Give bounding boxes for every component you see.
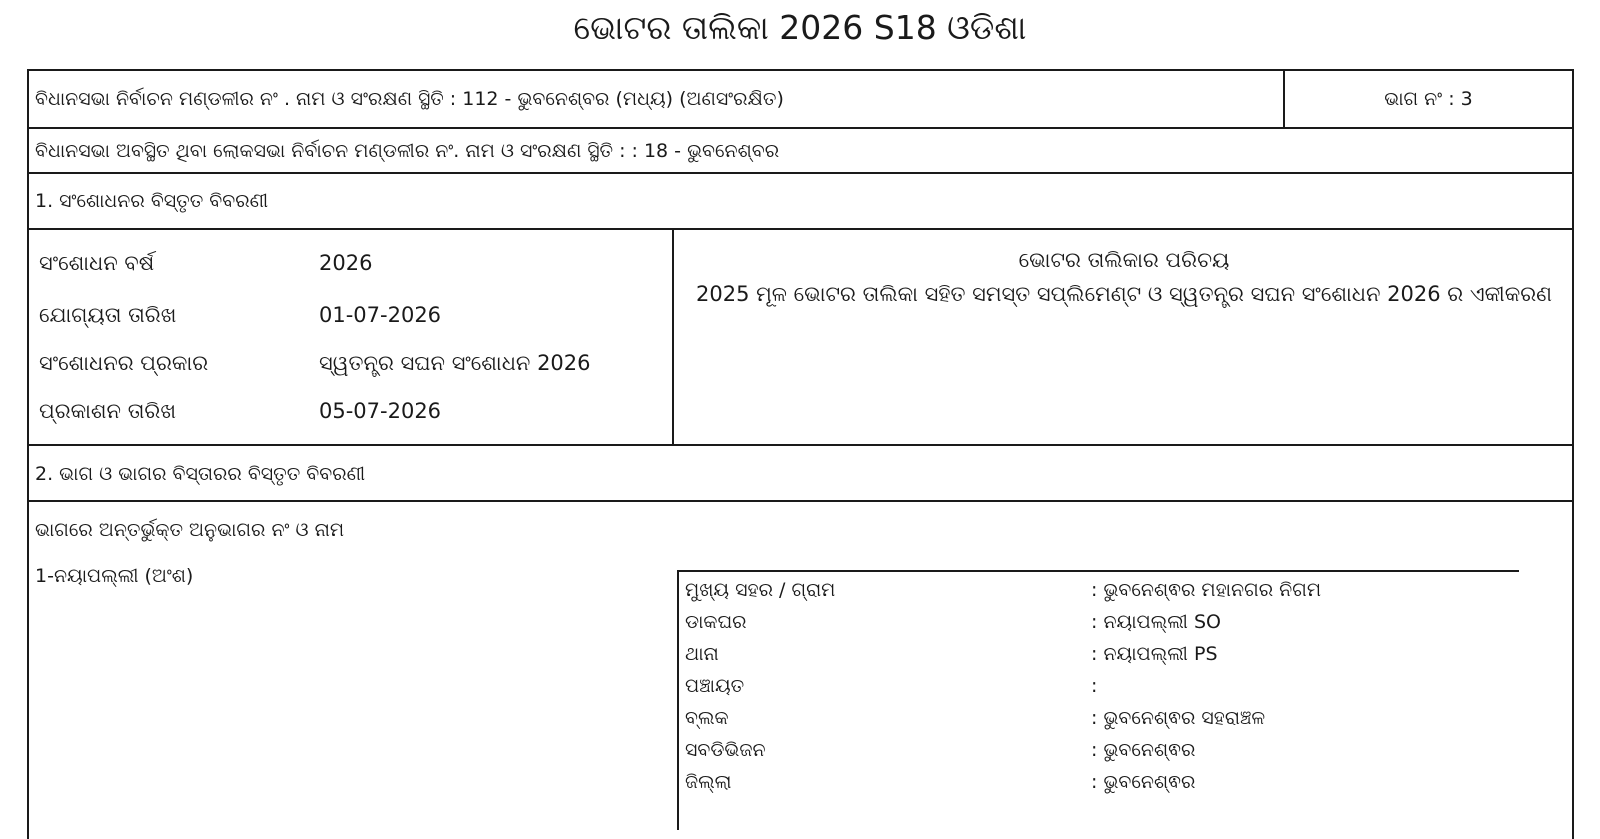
part-location-table (677, 570, 1519, 830)
qualifying-date-value: 01-07-2026 (319, 303, 442, 327)
subdivision-label: ସବଡିଭିଜନ (685, 739, 766, 761)
section-2-heading: 2. ଭାଗ ଓ ଭାଗର ବିସ୍ତାରର ବିସ୍ତୃତ ବିବରଣୀ (35, 463, 366, 485)
row-divider (29, 500, 1572, 502)
section-item: 1-ନୟାପଲ୍ଲୀ (ଅଂଶ) (35, 565, 194, 587)
voter-list-intro-title: ଭୋଟର ତାଲିକାର ପରିଚୟ (1018, 248, 1230, 272)
publication-date-label: ପ୍ରକାଶନ ତାରିଖ (39, 399, 177, 423)
qualifying-date-label: ଯୋଗ୍ୟତା ତାରିଖ (39, 303, 177, 327)
row-divider (29, 444, 1572, 446)
police-station-value: : ନୟାପଲ୍ଲୀ PS (1091, 643, 1218, 665)
main-town-value: : ଭୁବନେଶ୍ଵର ମହାନଗର ନିଗମ (1091, 579, 1322, 601)
district-value: : ଭୁବନେଶ୍ଵର (1091, 771, 1196, 793)
panchayat-label: ପଞ୍ଚାୟତ (685, 675, 745, 697)
revision-type-label: ସଂଶୋଧନର ପ୍ରକାର (39, 351, 209, 375)
post-office-label: ଡାକଘର (685, 611, 747, 633)
district-label: ଜିଲ୍ଲା (685, 771, 732, 793)
block-label: ବ୍ଲକ (685, 707, 729, 729)
publication-date-value: 05-07-2026 (319, 399, 442, 423)
row-divider (29, 228, 1572, 230)
row-divider (29, 127, 1572, 129)
row-divider (29, 172, 1572, 174)
assembly-constituency-text: ବିଧାନସଭା ନିର୍ବାଚନ ମଣ୍ଡଳୀର ନଂ . ନାମ ଓ ସଂରକ୍ଷଣ ସ୍ଥିତି : 112 - ଭୁବନେଶ୍ବର (ମଧ୍ୟ) (ଅଣସଂରକ୍ଷିତ) (35, 88, 784, 110)
police-station-label: ଥାନା (685, 643, 719, 665)
subdivision-value: : ଭୁବନେଶ୍ଵର (1091, 739, 1196, 761)
page-title: ଭୋଟର ତାଲିକା 2026 S18 ଓଡିଶା (573, 8, 1027, 47)
post-office-value: : ନୟାପଲ୍ଲୀ SO (1091, 611, 1222, 633)
parliamentary-constituency-text: ବିଧାନସଭା ଅବସ୍ଥିତ ଥିବା ଲୋକସଭା ନିର୍ବାଚନ ମଣ୍ଡଳୀର ନଂ. ନାମ ଓ ସଂରକ୍ଷଣ ସ୍ଥିତି : : 18 - ଭୁବନେଶ୍ବର (35, 140, 780, 162)
part-number-text: ଭାଗ ନଂ : 3 (1384, 88, 1473, 110)
block-value: : ଭୁବନେଶ୍ଵର ସହରାଞ୍ଚଳ (1091, 707, 1266, 729)
revision-year-label: ସଂଶୋଧନ ବର୍ଷ (39, 251, 155, 275)
voter-list-intro-text: 2025 ମୂଳ ଭୋଟର ତାଲିକା ସହିତ ସମସ୍ତ ସପ୍ଲିମେଣ୍ଟ ଓ ସ୍ୱତନ୍ତ୍ର ସଘନ ସଂଶୋଧନ 2026 ର ଏକୀକରଣ (695, 282, 1553, 306)
revision-type-value: ସ୍ୱତନ୍ତ୍ର ସଘନ ସଂଶୋଧନ 2026 (319, 351, 591, 375)
panchayat-value: : (1091, 675, 1098, 697)
section-1-heading: 1. ସଂଶୋଧନର ବିସ୍ତୃତ ବିବରଣୀ (35, 190, 269, 212)
main-town-label: ମୁଖ୍ୟ ସହର / ଗ୍ରାମ (685, 579, 836, 601)
section-subheading: ଭାଗରେ ଅନ୍ତର୍ଭୁକ୍ତ ଅନୁଭାଗର ନଂ ଓ ନାମ (35, 519, 345, 541)
revision-year-value: 2026 (319, 251, 373, 275)
